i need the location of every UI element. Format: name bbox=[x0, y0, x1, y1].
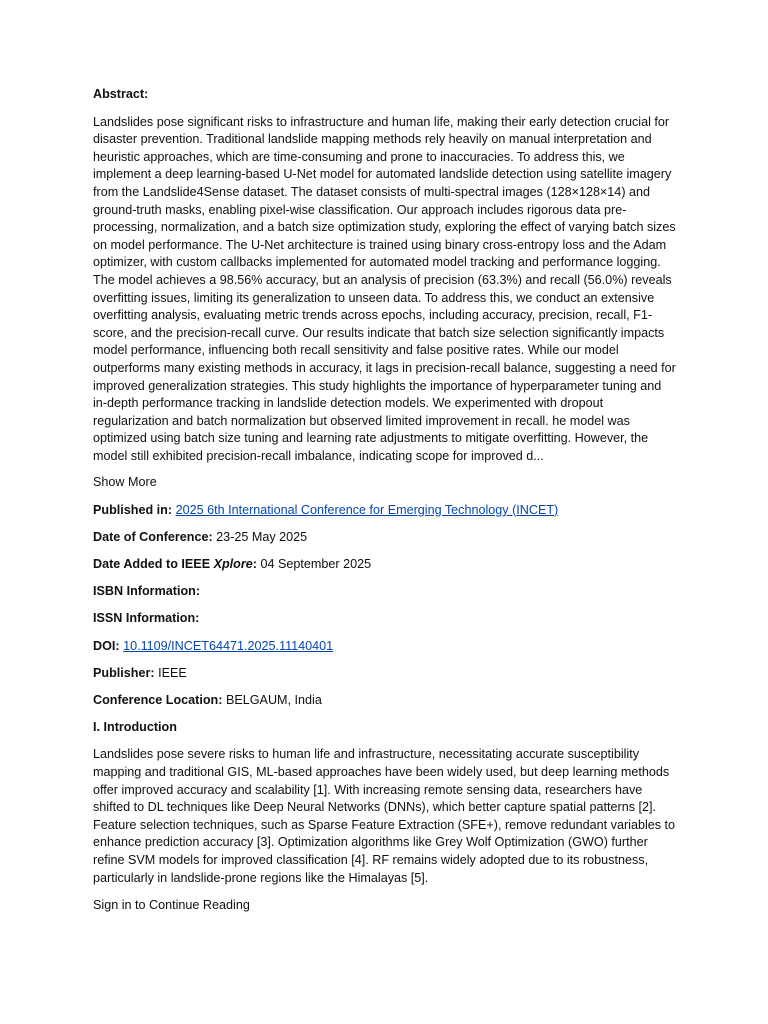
sign-in-link[interactable]: Sign in to Continue Reading bbox=[93, 897, 250, 912]
publisher-value: IEEE bbox=[158, 665, 187, 680]
date-added-label bbox=[93, 557, 257, 571]
published-in-label: Published in: bbox=[93, 502, 173, 517]
date-of-conference-label: Date of Conference: bbox=[93, 529, 213, 544]
conference-location-label: Conference Location: bbox=[93, 692, 223, 707]
isbn-label: ISBN Information: bbox=[93, 584, 201, 599]
date-added-label-prefix: Date Added to IEEE bbox=[93, 557, 214, 572]
issn-label: ISSN Information: bbox=[93, 611, 200, 626]
isbn-row bbox=[93, 583, 678, 601]
date-added-label-colon: : bbox=[252, 557, 257, 572]
abstract-heading: Abstract: bbox=[93, 87, 149, 101]
date-of-conference-row bbox=[93, 529, 678, 547]
publisher-label: Publisher: bbox=[93, 665, 155, 680]
introduction-text: Landslides pose severe risks to human life and infrastructure, necessitating accurate susceptibility mapping and traditional GIS, ML-based approaches have been widely used, but deep learning methods offer improved accuracy and scalability [1]. With increasing remote sensing data, researchers have shifted to DL techniques like Deep Neural Networks (DNNs), which better capture spatial patterns [2]. Feature selection techniques, such as Sparse Feature Extraction (SFE+), remove redundant variables to enhance prediction accuracy [3]. Optimization algorithms like Grey Wolf Optimization (GWO) further refine SVM models for improved classification [4]. RF remains widely adopted due to its robustness, particularly in landslide-prone regions like the Himalayas [5]. bbox=[93, 747, 676, 885]
publisher-row bbox=[93, 665, 678, 683]
article-page bbox=[93, 86, 678, 924]
date-of-conference-value: 23-25 May 2025 bbox=[216, 529, 308, 544]
conference-location-row bbox=[93, 692, 678, 710]
date-added-value: 04 September 2025 bbox=[260, 557, 372, 572]
issn-row bbox=[93, 610, 678, 628]
doi-label: DOI: bbox=[93, 638, 120, 653]
doi-link[interactable]: 10.1109/INCET64471.2025.11140401 bbox=[123, 638, 334, 653]
published-in-row bbox=[93, 502, 678, 520]
abstract-text: Landslides pose significant risks to infrastructure and human life, making their early detection crucial for disaster prevention. Traditional landslide mapping methods rely heavily on manual interpretation and heuristic approaches, which are time-consuming and prone to inaccuracies. To address this, we implement a deep learning-based U-Net model for automated landslide detection using satellite imagery from the Landslide4Sense dataset. The dataset consists of multi-spectral images (128×128×14) and ground-truth masks, enabling pixel-wise classification. Our approach includes rigorous data pre-processing, normalization, and a batch size optimization study, exploring the effect of varying batch sizes on model performance. The U-Net architecture is trained using binary cross-entropy loss and the Adam optimizer, with custom callbacks implemented for automated model tracking and performance logging. The model achieves a 98.56% accuracy, but an analysis of precision (63.3%) and recall (56.0%) reveals overfitting issues, limiting its generalization to unseen data. To address this, we conduct an extensive overfitting analysis, evaluating metric trends across epochs, including accuracy, precision, recall, F1-score, and the precision-recall curve. Our results indicate that batch size selection significantly impacts model performance, influencing both recall sensitivity and false positive rates. While our model outperforms many existing methods in accuracy, it lags in precision-recall balance, suggesting a need for improved generalization strategies. This study highlights the importance of hyperparameter tuning and in-depth performance tracking in landslide detection models. We experimented with dropout regularization and batch normalization but observed limited improvement in recall. he model was optimized using batch size tuning and learning rate adjustments to mitigate overfitting. However, the model still exhibited precision-recall imbalance, indicating scope for improved d... bbox=[93, 114, 676, 463]
introduction-heading: I. Introduction bbox=[93, 720, 177, 735]
xplore-label: Xplore bbox=[213, 557, 253, 572]
date-added-row bbox=[93, 556, 678, 574]
show-more-link[interactable]: Show More bbox=[93, 475, 157, 490]
published-in-link[interactable]: 2025 6th International Conference for Emerging Technology (INCET) bbox=[175, 502, 559, 517]
conference-location-value: BELGAUM, India bbox=[225, 692, 322, 707]
doi-row bbox=[93, 638, 678, 656]
